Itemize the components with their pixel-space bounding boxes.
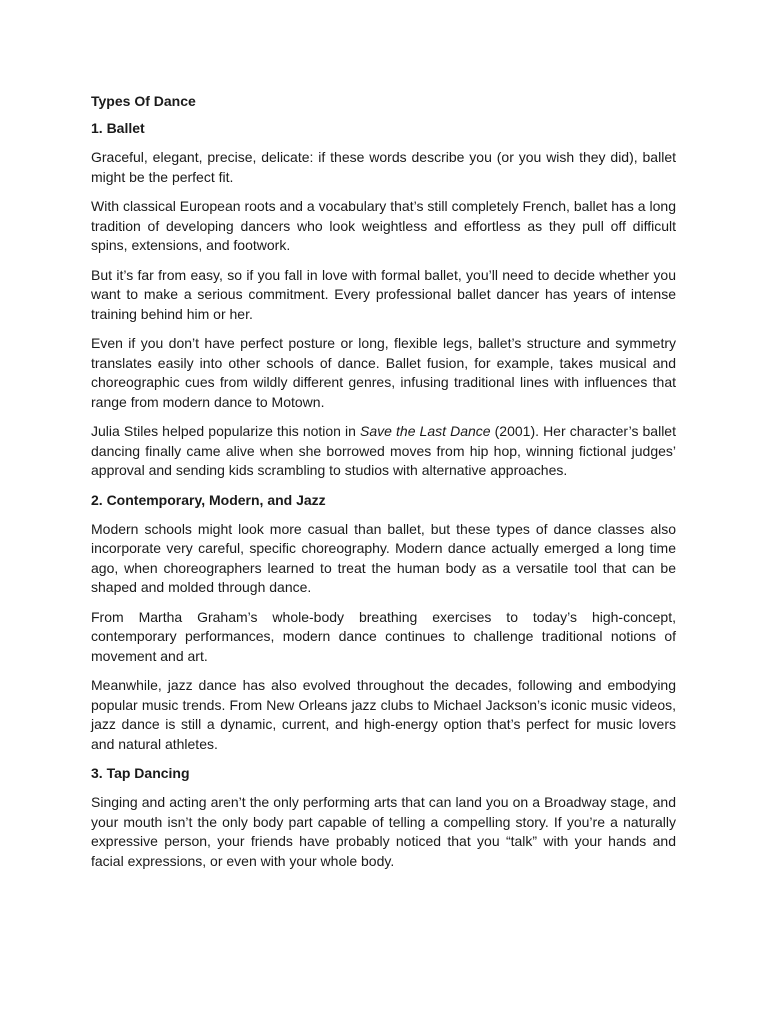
film-title: Save the Last Dance [360,423,491,439]
document-page [91,92,676,881]
paragraph-text: Julia Stiles helped popularize this notion in [91,423,361,439]
paragraph: Singing and acting aren’t the only performing arts that can land you on a Broadway stage, and your mouth isn’t the only body part capable of telling a compelling story. If you’re a naturally expressive person, your friends have probably noticed that you “talk” with your hands and facial expressions, or even with your whole body. [91,794,676,869]
section-heading: 1. Ballet [91,120,145,136]
paragraph-julia-stiles [91,422,676,481]
paragraph: Graceful, elegant, precise, delicate: if these words describe you (or you wish they did), ballet might be the perfect fit. [91,149,676,185]
section-heading: 3. Tap Dancing [91,765,190,781]
paragraph: With classical European roots and a vocabulary that’s still completely French, ballet has a long tradition of developing dancers who look weightless and effortless as they pull off difficult spins, extensions, and footwork. [91,198,676,253]
section-ballet [91,119,676,481]
paragraph: Meanwhile, jazz dance has also evolved throughout the decades, following and embodying popular music trends. From New Orleans jazz clubs to Michael Jackson’s iconic music videos, jazz dance is still a dynamic, current, and high-energy option that’s perfect for music lovers and natural athletes. [91,677,676,752]
paragraph: Even if you don’t have perfect posture or long, flexible legs, ballet’s structure and symmetry translates easily into other schools of dance. Ballet fusion, for example, takes musical and choreographic cues from wildly different genres, infusing traditional lines with influences that range from modern dance to Motown. [91,335,676,410]
paragraph: From Martha Graham’s whole-body breathing exercises to today’s high-concept, contemporary performances, modern dance continues to challenge traditional notions of movement and art. [91,608,676,664]
document-title: Types Of Dance [91,93,196,109]
section-contemporary-modern-jazz [91,491,676,755]
paragraph: Modern schools might look more casual than ballet, but these types of dance classes also incorporate very careful, specific choreography. Modern dance actually emerged a long time ago, when choreographers learned to treat the human body as a versatile tool that can be shaped and molded through dance. [91,520,676,595]
paragraph: But it’s far from easy, so if you fall in love with formal ballet, you’ll need to decide whether you want to make a serious commitment. Every professional ballet dancer has years of intense training behind him or her. [91,266,676,322]
section-tap-dancing [91,764,676,871]
paragraph-text: (2001). Her character’s ballet dancing finally came alive when she borrowed moves from hip hop, winning fictional judges’ approval and sending kids scrambling to studios with alternative approaches. [91,423,676,478]
section-heading: 2. Contemporary, Modern, and Jazz [91,491,326,508]
